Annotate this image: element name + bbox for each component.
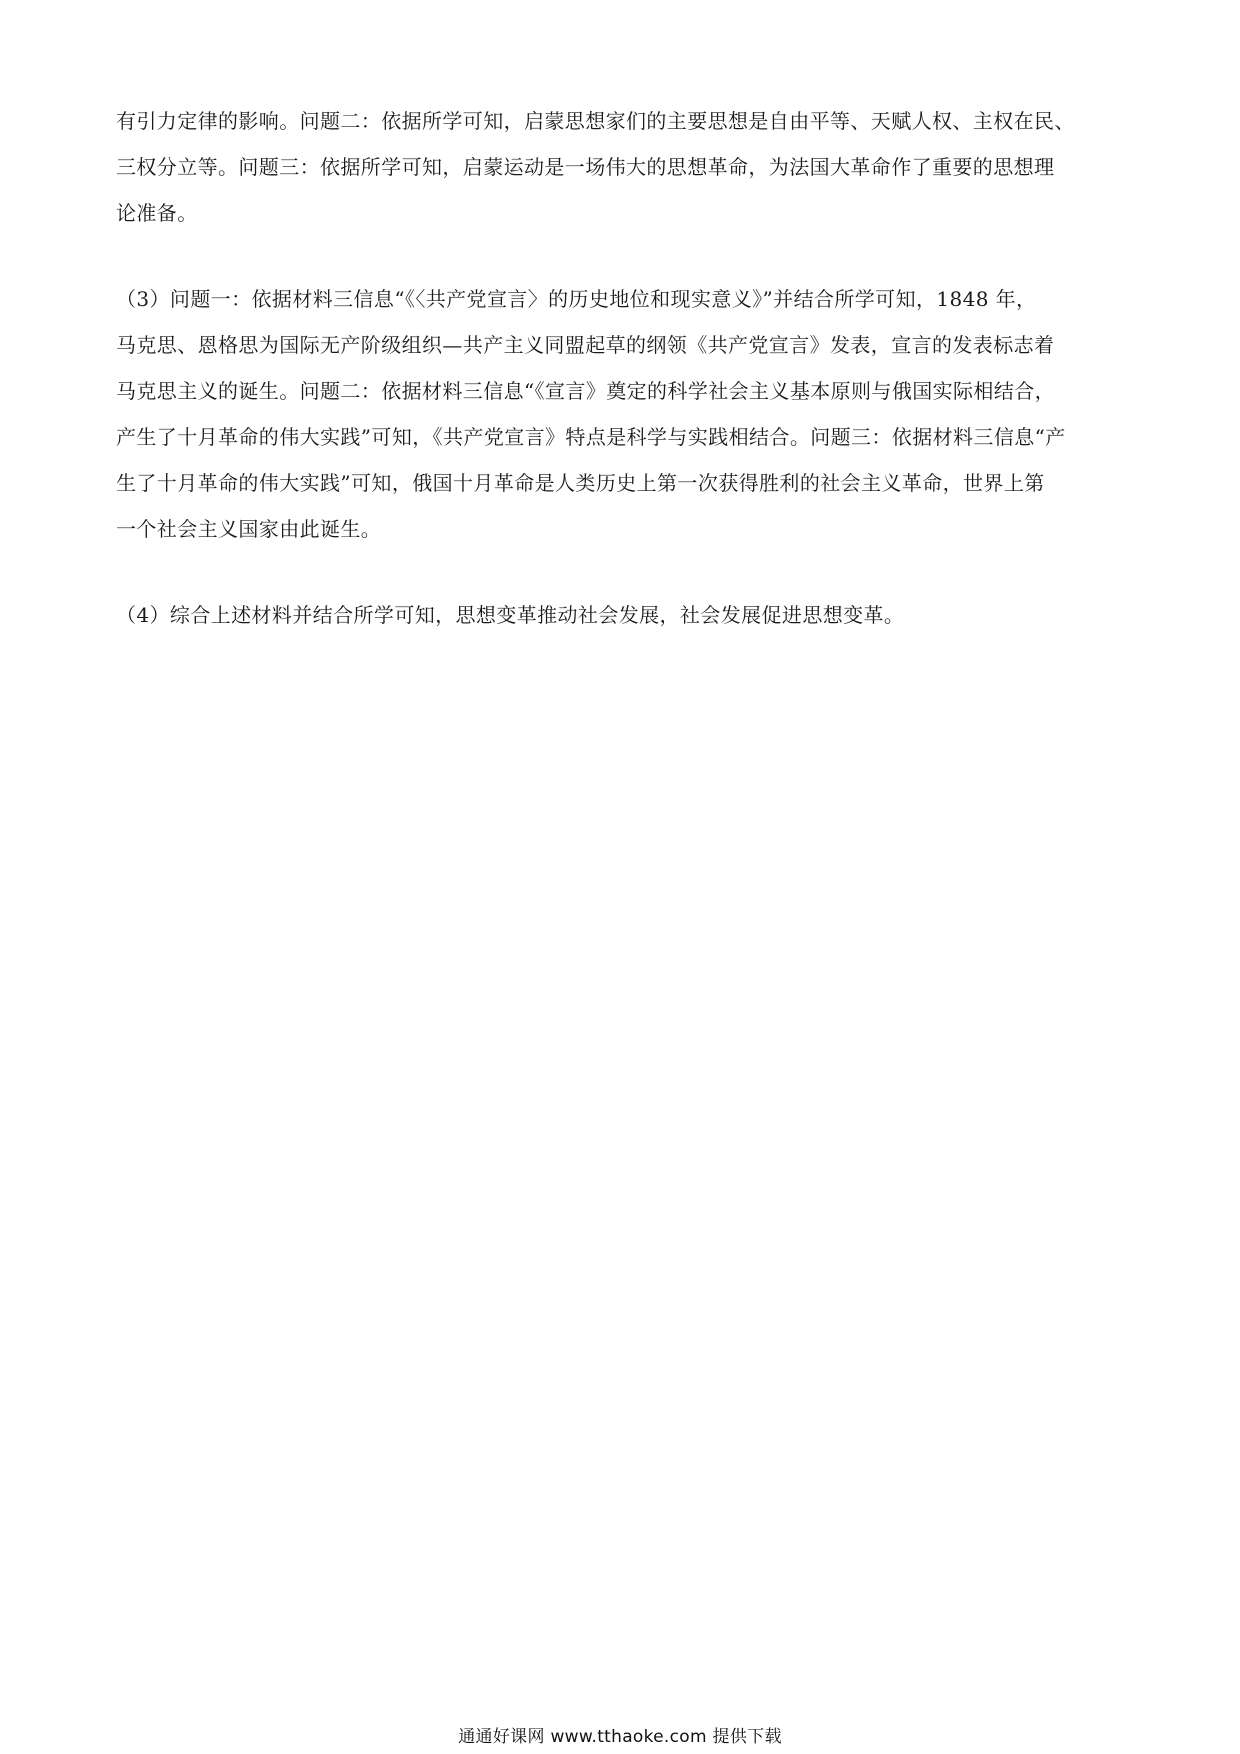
text-line: 马克思、恩格思为国际无产阶级组织—共产主义同盟起草的纲领《共产党宣言》发表，宣言的发表标志着 (116, 333, 1055, 357)
text-line: 论准备。 (116, 201, 198, 225)
answer-paragraph-4 (116, 592, 1126, 638)
document-body (116, 98, 1126, 638)
answer-paragraph-2-continued (116, 98, 1126, 236)
text-line: （4）综合上述材料并结合所学可知，思想变革推动社会发展，社会发展促进思想变革。 (116, 603, 905, 627)
text-line: （3）问题一：依据材料三信息“《〈共产党宣言〉的历史地位和现实意义》”并结合所学可知，1848 年， (116, 287, 1037, 311)
text-line: 一个社会主义国家由此诞生。 (116, 517, 382, 541)
answer-paragraph-3 (116, 276, 1126, 552)
text-line: 有引力定律的影响。问题二：依据所学可知，启蒙思想家们的主要思想是自由平等、天赋人权、主权在民、 (116, 109, 1075, 133)
text-line: 马克思主义的诞生。问题二：依据材料三信息“《宣言》奠定的科学社会主义基本原则与俄国实际相结合， (116, 379, 1056, 403)
page-footer: 通通好课网 www.tthaoke.com 提供下载 (458, 1727, 782, 1747)
text-line: 产生了十月革命的伟大实践”可知，《共产党宣言》特点是科学与实践相结合。问题三：依据材料三信息“产 (116, 425, 1066, 449)
text-line: 生了十月革命的伟大实践”可知，俄国十月革命是人类历史上第一次获得胜利的社会主义革命，世界上第 (116, 471, 1045, 495)
text-line: 三权分立等。问题三：依据所学可知，启蒙运动是一场伟大的思想革命，为法国大革命作了重要的思想理 (116, 155, 1055, 179)
